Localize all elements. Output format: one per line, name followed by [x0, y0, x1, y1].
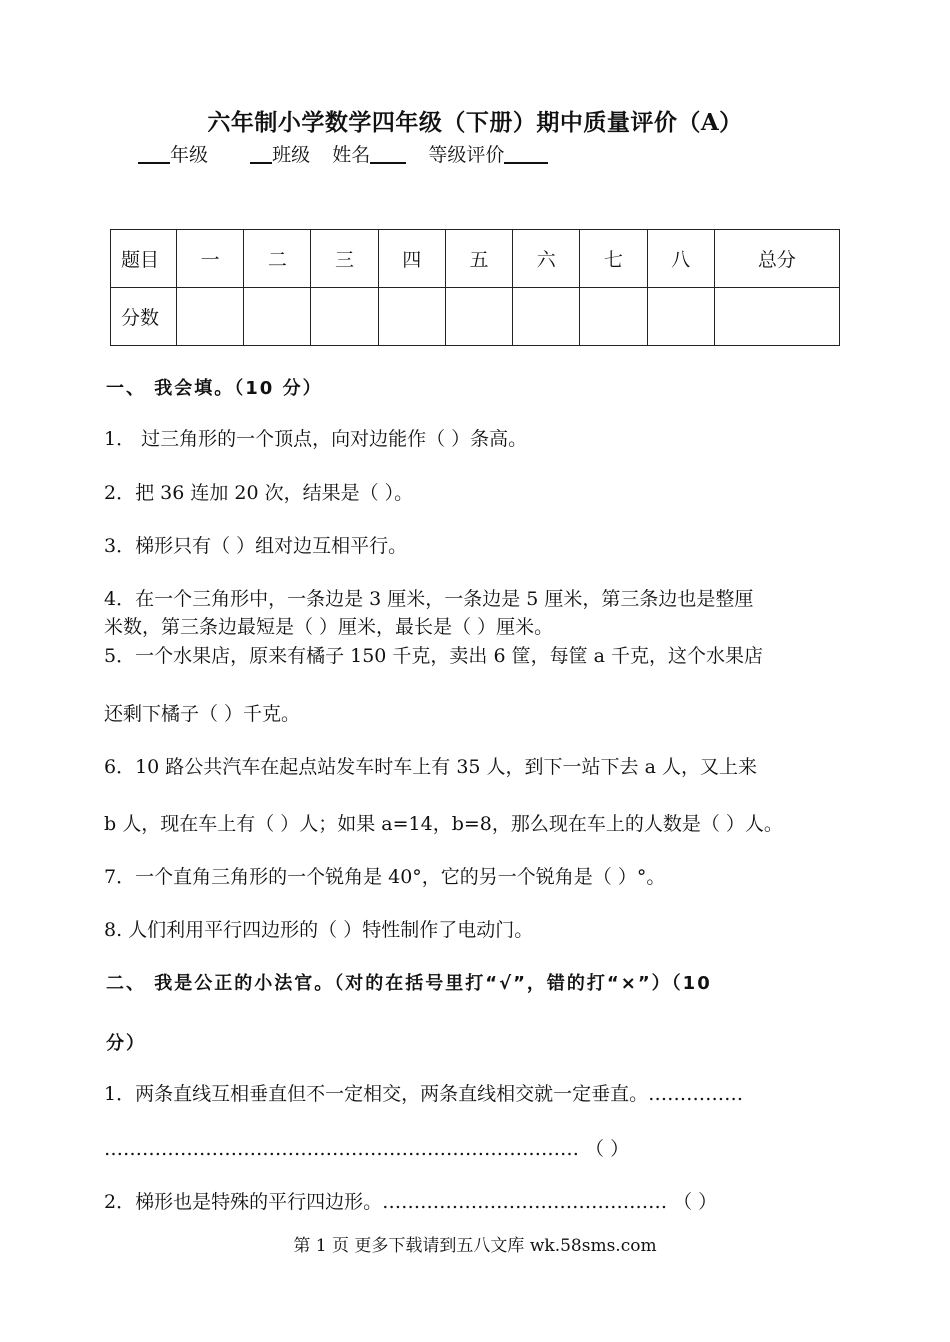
student-info-line [138, 140, 548, 167]
header-cell: 二 [244, 230, 311, 288]
header-cell: 七 [580, 230, 647, 288]
section2-heading: 二、 我是公正的小法官。（对的在括号里打“√”，错的打“×”）（10 [106, 973, 712, 994]
score-cell[interactable] [513, 288, 580, 346]
question-line: 2．把 36 连加 20 次，结果是（ ）。 [104, 482, 414, 504]
score-cell[interactable] [445, 288, 512, 346]
question-line: b 人，现在车上有（ ）人；如果 a=14，b=8，那么现在车上的人数是（ ）人。 [104, 813, 783, 835]
question-line: 6．10 路公共汽车在起点站发车时车上有 35 人，到下一站下去 a 人，又上来 [104, 756, 757, 778]
page-title: 六年制小学数学四年级（下册）期中质量评价（A） [207, 109, 743, 136]
class-label: 班级 [272, 144, 311, 166]
question-line: 2．梯形也是特殊的平行四边形。……………………………………… （ ） [104, 1191, 718, 1213]
name-label: 姓名 [332, 144, 371, 166]
grade-label: 年级 [170, 144, 209, 166]
question-line: 8. 人们利用平行四边形的（ ）特性制作了电动门。 [104, 919, 534, 941]
question-line: 1．两条直线互相垂直但不一定相交，两条直线相交就一定垂直。…………… [104, 1083, 744, 1105]
question-line: ………………………………………………………………… （ ） [104, 1138, 630, 1160]
header-cell: 总分 [714, 230, 839, 288]
rating-blank[interactable] [504, 142, 548, 164]
score-table-score-row [111, 288, 840, 346]
rating-label: 等级评价 [428, 144, 505, 166]
score-table-header-row [111, 230, 840, 288]
score-cell[interactable] [580, 288, 647, 346]
score-row-label: 分数 [111, 288, 177, 346]
question-line: 7．一个直角三角形的一个锐角是 40°，它的另一个锐角是（ ）°。 [104, 866, 666, 888]
question-line: 3．梯形只有（ ）组对边互相平行。 [104, 535, 408, 557]
section2-heading-cont: 分） [106, 1033, 146, 1054]
header-cell: 题目 [111, 230, 177, 288]
question-line: 4．在一个三角形中，一条边是 3 厘米，一条边是 5 厘米，第三条边也是整厘 [104, 588, 754, 610]
header-cell: 一 [177, 230, 244, 288]
score-cell[interactable] [311, 288, 378, 346]
question-line: 米数，第三条边最短是（ ）厘米，最长是（ ）厘米。 [104, 616, 554, 638]
question-line: 1． 过三角形的一个顶点，向对边能作（ ）条高。 [104, 428, 528, 450]
score-cell[interactable] [647, 288, 714, 346]
name-blank[interactable] [370, 142, 406, 164]
score-cell[interactable] [714, 288, 839, 346]
header-cell: 五 [445, 230, 512, 288]
class-blank[interactable] [250, 142, 272, 164]
question-line: 还剩下橘子（ ）千克。 [104, 703, 301, 725]
score-table [110, 229, 840, 346]
score-cell[interactable] [378, 288, 445, 346]
header-cell: 三 [311, 230, 378, 288]
header-cell: 八 [647, 230, 714, 288]
header-cell: 四 [378, 230, 445, 288]
page-footer: 第 1 页 更多下载请到五八文库 wk.58sms.com [293, 1236, 657, 1256]
score-cell[interactable] [177, 288, 244, 346]
score-cell[interactable] [244, 288, 311, 346]
section1-heading: 一、 我会填。（10 分） [106, 378, 323, 399]
header-cell: 六 [513, 230, 580, 288]
grade-blank[interactable] [138, 142, 170, 164]
question-line: 5．一个水果店，原来有橘子 150 千克，卖出 6 筐，每筐 a 千克，这个水果店 [104, 645, 764, 667]
